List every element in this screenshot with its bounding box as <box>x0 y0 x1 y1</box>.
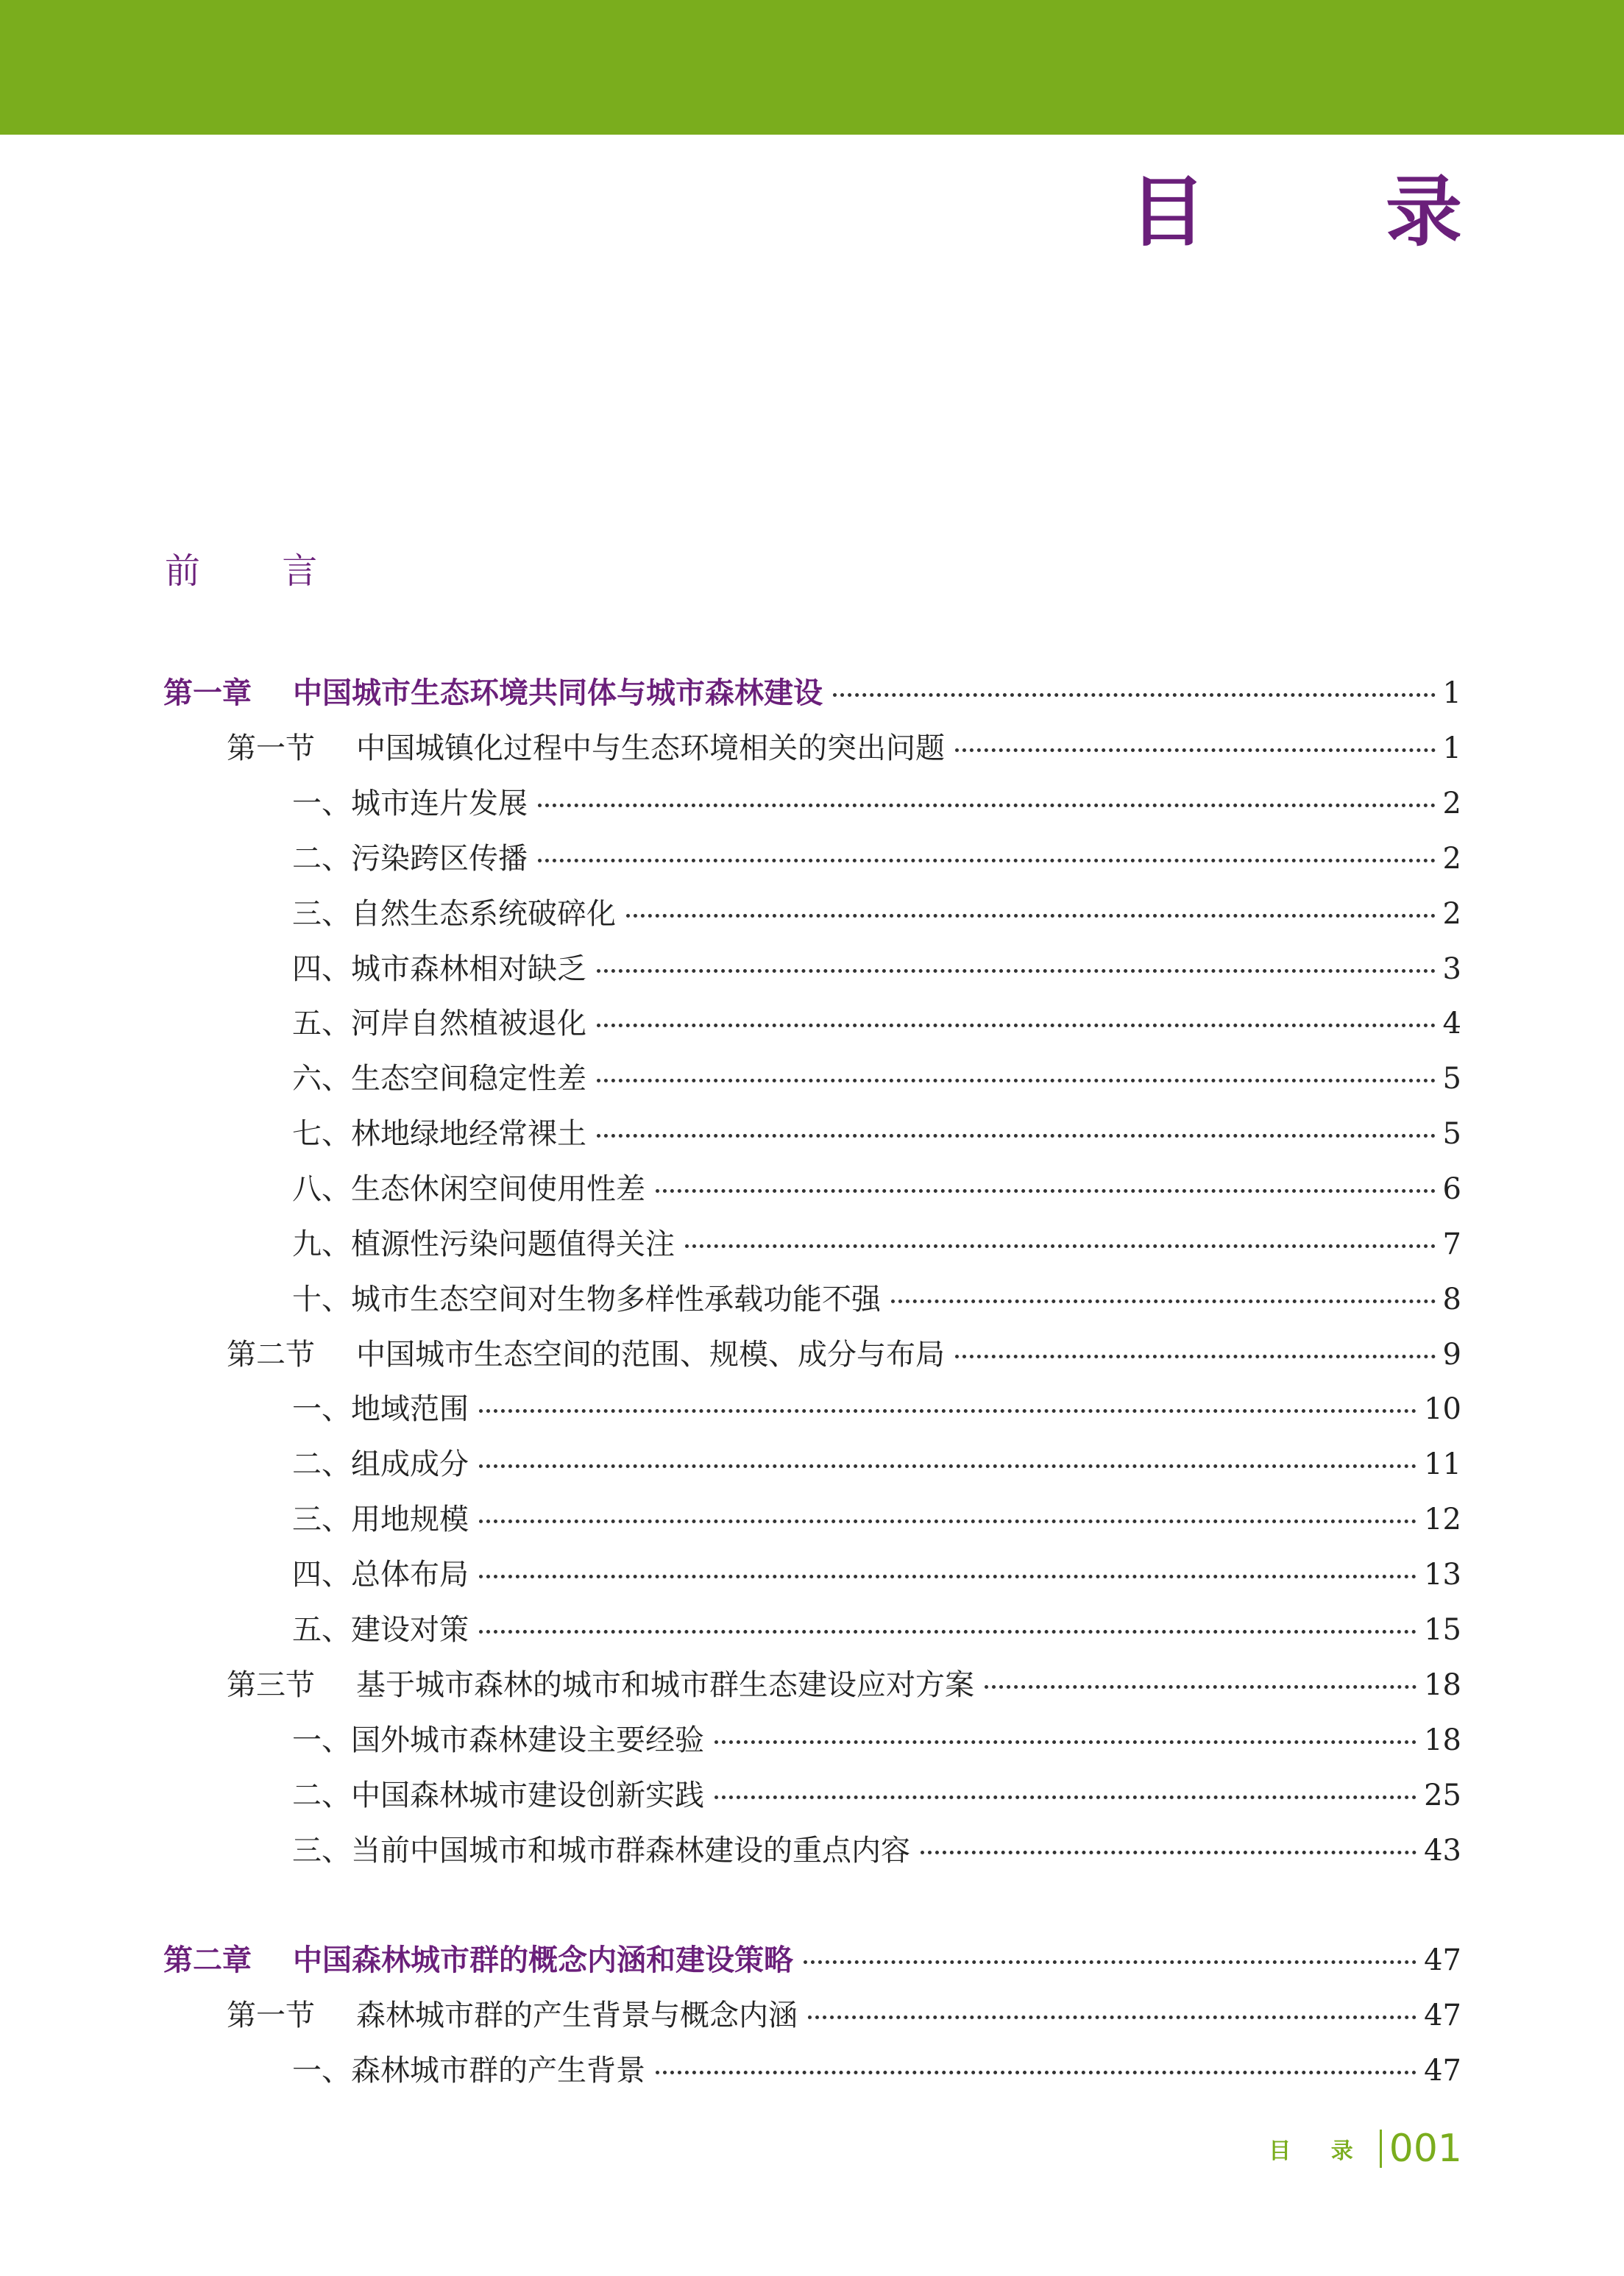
toc-item[interactable] <box>292 1446 1461 1483</box>
toc-item[interactable] <box>292 840 1461 877</box>
toc-title <box>163 1942 793 1979</box>
dot-leader <box>804 1960 1416 1964</box>
toc-item[interactable] <box>292 896 1461 932</box>
toc-title-text: 中国森林城市群的概念内涵和建设策略 <box>293 1943 793 1977</box>
toc-title <box>292 785 528 822</box>
footer-divider <box>1380 2130 1382 2168</box>
toc-number: 第三节 <box>227 1668 315 1702</box>
toc-title-text: 二、组成成分 <box>292 1447 469 1481</box>
toc-page-number: 8 <box>1442 1283 1461 1316</box>
toc-page-number: 6 <box>1442 1172 1461 1206</box>
toc-page-number: 47 <box>1424 1943 1461 1977</box>
toc-item[interactable] <box>292 1226 1461 1263</box>
toc-title-text: 一、国外城市森林建设主要经验 <box>292 1723 704 1757</box>
dot-leader <box>955 748 1436 752</box>
toc-item[interactable] <box>292 1171 1461 1208</box>
footer-label: 目 录 <box>1269 2138 1369 2164</box>
toc-page-number: 15 <box>1424 1613 1461 1647</box>
toc-page-number: 47 <box>1424 2054 1461 2088</box>
toc-page-number: 11 <box>1424 1447 1461 1481</box>
dot-leader <box>985 1685 1416 1689</box>
toc-title-text: 三、自然生态系统破碎化 <box>292 897 616 931</box>
toc-title-text: 一、森林城市群的产生背景 <box>292 2054 645 2088</box>
toc-title-text: 中国城市生态环境共同体与城市森林建设 <box>293 676 823 710</box>
toc-title <box>292 1777 704 1814</box>
toc-item[interactable] <box>292 2052 1461 2089</box>
toc-page-number: 1 <box>1442 731 1461 765</box>
toc-item[interactable] <box>292 1005 1461 1042</box>
page-title: 目 录 <box>1129 167 1539 257</box>
toc-title <box>292 1391 469 1428</box>
toc-page-number: 9 <box>1442 1338 1461 1372</box>
dot-leader <box>479 1464 1416 1468</box>
toc-item[interactable] <box>292 1060 1461 1097</box>
toc-page-number: 2 <box>1442 842 1461 876</box>
toc-page-number: 5 <box>1442 1117 1461 1151</box>
toc-item[interactable] <box>292 785 1461 822</box>
dot-leader <box>715 1740 1416 1744</box>
toc-chapter[interactable] <box>163 1942 1461 1979</box>
toc-page-number: 25 <box>1424 1779 1461 1812</box>
toc-page-number: 47 <box>1424 1999 1461 2032</box>
toc-item[interactable] <box>292 1777 1461 1814</box>
dot-leader <box>921 1851 1416 1854</box>
dot-leader <box>808 2016 1416 2019</box>
toc-title <box>292 1171 645 1208</box>
toc-title <box>292 1005 586 1042</box>
toc-item[interactable] <box>292 1116 1461 1152</box>
toc-title <box>292 1722 704 1759</box>
toc-section[interactable] <box>227 730 1461 767</box>
dot-leader <box>597 969 1436 973</box>
toc-title-text: 三、用地规模 <box>292 1503 469 1536</box>
dot-leader <box>538 859 1436 862</box>
toc-title-text: 四、总体布局 <box>292 1558 469 1592</box>
toc-page-number: 2 <box>1442 787 1461 820</box>
toc-title-text: 六、生态空间稳定性差 <box>292 1062 586 1096</box>
toc-title-text: 二、中国森林城市建设创新实践 <box>292 1779 704 1812</box>
toc-title <box>227 1336 945 1373</box>
toc-title <box>292 951 586 988</box>
page-number: 001 <box>1389 2127 1462 2171</box>
toc-item[interactable] <box>292 1281 1461 1318</box>
toc-item[interactable] <box>292 1722 1461 1759</box>
dot-leader <box>891 1300 1436 1303</box>
toc-title-text: 一、城市连片发展 <box>292 787 528 820</box>
toc-page-number: 43 <box>1424 1834 1461 1868</box>
toc-page-number: 3 <box>1442 952 1461 986</box>
toc-section[interactable] <box>227 1667 1461 1704</box>
toc-page-number: 10 <box>1424 1392 1461 1426</box>
dot-leader <box>479 1409 1416 1413</box>
dot-leader <box>715 1795 1416 1799</box>
toc-item[interactable] <box>292 1391 1461 1428</box>
dot-leader <box>597 1134 1436 1138</box>
toc-title <box>292 2052 645 2089</box>
dot-leader <box>597 1079 1436 1082</box>
toc-page-number: 5 <box>1442 1062 1461 1096</box>
toc-page-number: 7 <box>1442 1227 1461 1261</box>
toc-title <box>292 1501 469 1538</box>
toc-title-text: 中国城镇化过程中与生态环境相关的突出问题 <box>356 731 945 765</box>
toc-title <box>292 1612 469 1648</box>
toc-title-text: 四、城市森林相对缺乏 <box>292 952 586 986</box>
toc-number: 第二节 <box>227 1338 315 1372</box>
toc-title-text: 一、地域范围 <box>292 1392 469 1426</box>
dot-leader <box>656 1189 1436 1193</box>
toc-page-number: 12 <box>1424 1503 1461 1536</box>
toc-item[interactable] <box>292 1832 1461 1869</box>
toc-item[interactable] <box>292 1501 1461 1538</box>
dot-leader <box>479 1520 1416 1523</box>
toc-number: 第一节 <box>227 731 315 765</box>
dot-leader <box>479 1575 1416 1578</box>
dot-leader <box>538 804 1436 807</box>
toc-number: 第一章 <box>163 676 252 710</box>
toc-title <box>292 1281 881 1318</box>
toc-section[interactable] <box>227 1336 1461 1373</box>
preface-heading: 前 言 <box>165 550 353 592</box>
toc-title-text: 十、城市生态空间对生物多样性承载功能不强 <box>292 1283 881 1316</box>
toc-number: 第一节 <box>227 1999 315 2032</box>
toc-page-number: 2 <box>1442 897 1461 931</box>
toc-title <box>227 730 945 767</box>
toc-title <box>292 1060 586 1097</box>
toc-title-text: 七、林地绿地经常裸土 <box>292 1117 586 1151</box>
dot-leader <box>626 914 1436 918</box>
toc-item[interactable] <box>292 1556 1461 1593</box>
toc-item[interactable] <box>292 951 1461 988</box>
toc-title <box>292 1446 469 1483</box>
toc-title-text: 九、植源性污染问题值得关注 <box>292 1227 675 1261</box>
dot-leader <box>656 2071 1416 2074</box>
toc-title <box>292 1556 469 1593</box>
toc-title-text: 森林城市群的产生背景与概念内涵 <box>356 1999 798 2032</box>
toc-page-number: 4 <box>1442 1007 1461 1040</box>
toc-title <box>292 1226 675 1263</box>
toc-page-number: 13 <box>1424 1558 1461 1592</box>
dot-leader <box>479 1630 1416 1634</box>
toc-title <box>227 1667 974 1704</box>
toc-section[interactable] <box>227 1997 1461 2034</box>
toc-title-text: 三、当前中国城市和城市群森林建设的重点内容 <box>292 1834 910 1868</box>
toc-title-text: 基于城市森林的城市和城市群生态建设应对方案 <box>356 1668 974 1702</box>
toc-title-text: 中国城市生态空间的范围、规模、成分与布局 <box>356 1338 945 1372</box>
toc-title-text: 二、污染跨区传播 <box>292 842 528 876</box>
toc-title <box>292 1832 910 1869</box>
toc-chapter[interactable] <box>163 675 1461 712</box>
toc-title <box>292 840 528 877</box>
toc-title <box>163 675 823 712</box>
toc-item[interactable] <box>292 1612 1461 1648</box>
toc-title <box>292 896 616 932</box>
dot-leader <box>833 693 1436 697</box>
toc-title <box>292 1116 586 1152</box>
dot-leader <box>955 1355 1436 1358</box>
toc-page-number: 1 <box>1442 676 1461 710</box>
toc-title <box>227 1997 798 2034</box>
toc-page-number: 18 <box>1424 1668 1461 1702</box>
toc-title-text: 五、河岸自然植被退化 <box>292 1007 586 1040</box>
toc-title-text: 八、生态休闲空间使用性差 <box>292 1172 645 1206</box>
toc-page-number: 18 <box>1424 1723 1461 1757</box>
toc-number: 第二章 <box>163 1943 252 1977</box>
page-footer <box>1269 2127 1462 2171</box>
toc-title-text: 五、建设对策 <box>292 1613 469 1647</box>
dot-leader <box>597 1024 1436 1027</box>
dot-leader <box>685 1244 1436 1248</box>
